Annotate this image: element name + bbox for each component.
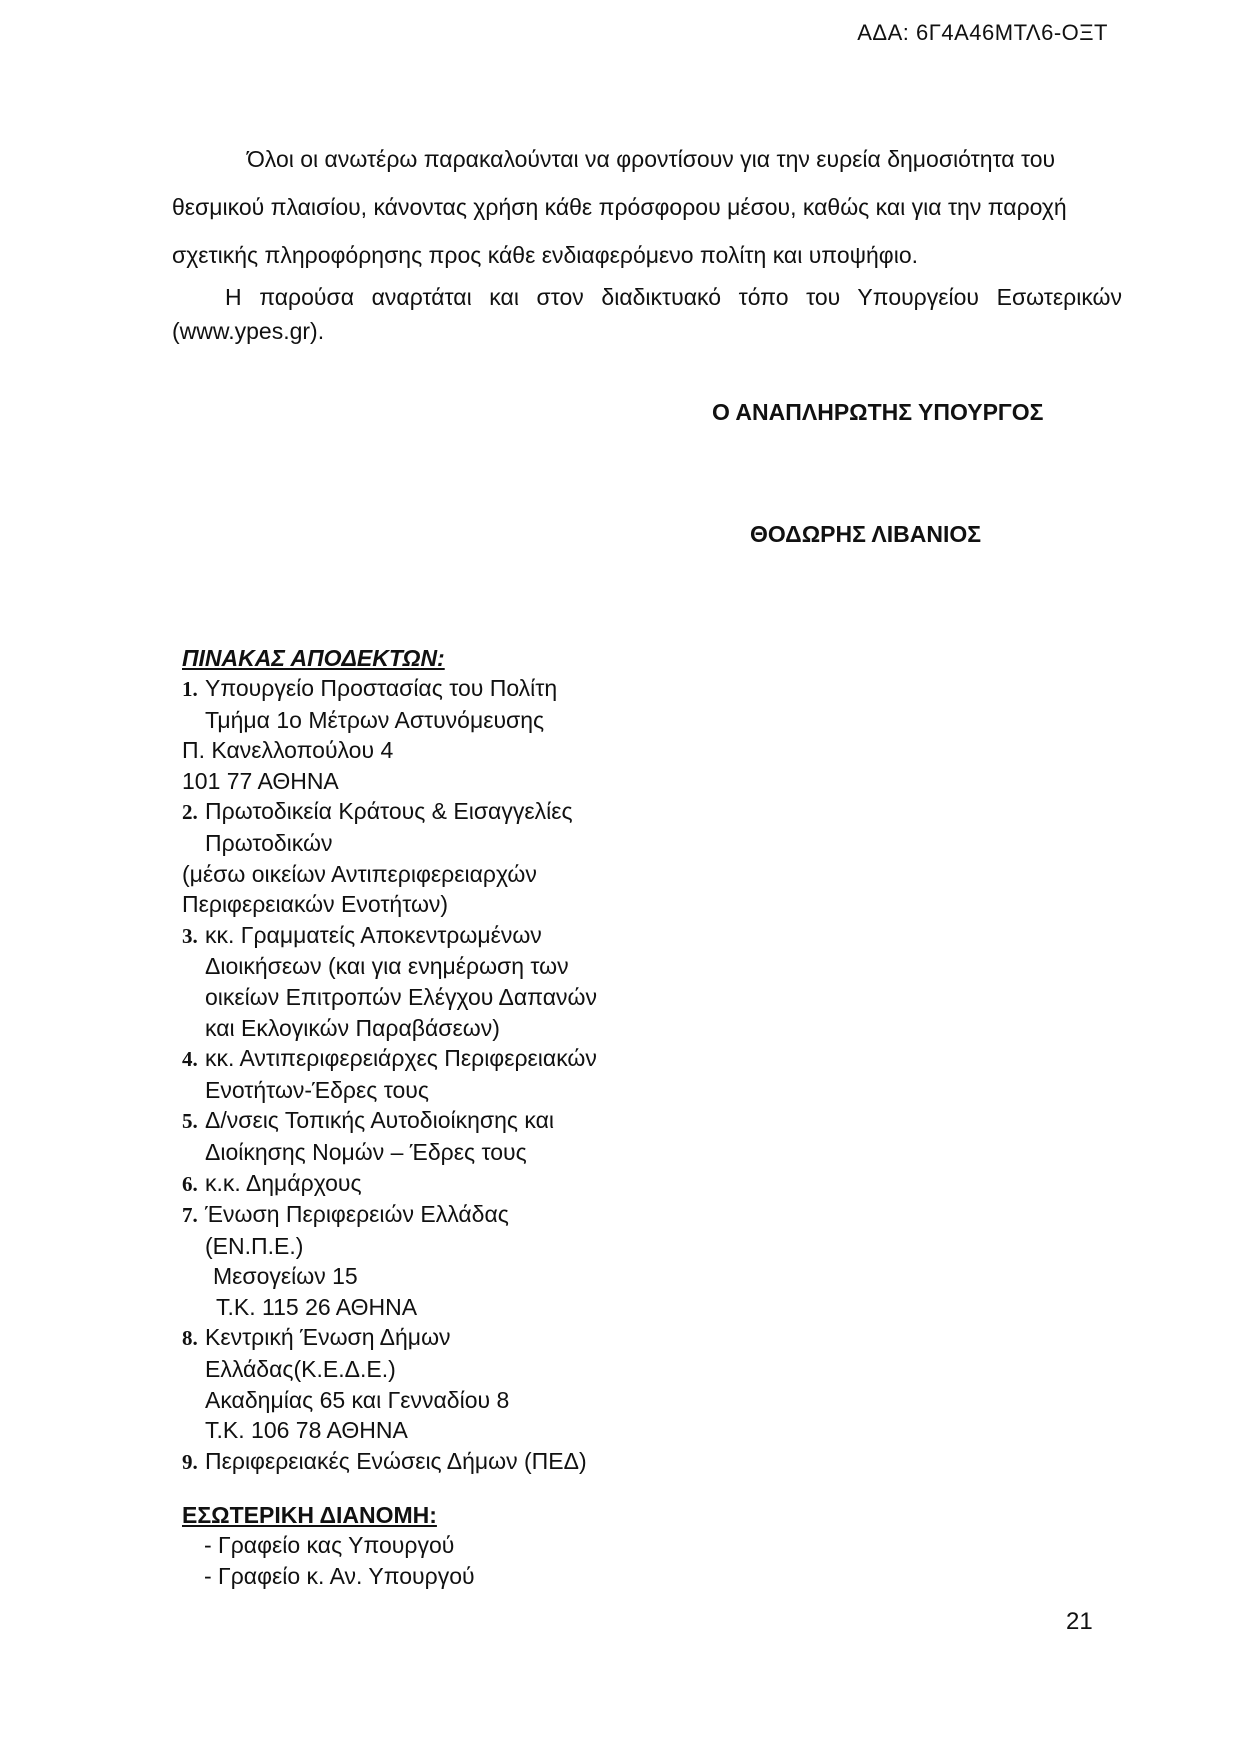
list-item [182,1199,802,1231]
list-item [182,920,802,952]
intro-paragraph-2: Η παρούσα αναρτάται και στον διαδικτυακό τόπο του Υπουργείου Εσωτερικών (www.ypes.gr). [172,284,1122,344]
ada-code: ΑΔΑ: 6Γ4Α46ΜΤΛ6-ΟΞΤ [857,20,1108,45]
item-line: Κεντρική Ένωση Δήμων [205,1324,451,1351]
item-line: Πρωτοδικών [205,829,333,856]
intro-paragraph-1: Όλοι οι ανωτέρω παρακαλούνται να φροντίσουν για την ευρεία δημοσιότητα του θεσμικού πλαισίου, κάνοντας χρήση κάθε πρόσφορου μέσου, καθώς και για την παροχή σχετικής πληροφόρησης προς κάθε ενδιαφερόμενο πολίτη και υποψήφιο. [172,146,1067,268]
item-line: κκ. Αντιπεριφερειάρχες Περιφερειακών [205,1045,597,1072]
internal-distribution [182,1500,802,1591]
item-number: 2. [182,800,198,825]
item-line: Πρωτοδικεία Κράτους & Εισαγγελίες [205,798,573,825]
item-number: 7. [182,1203,198,1228]
internal-heading: ΕΣΩΤΕΡΙΚΗ ΔΙΑΝΟΜΗ: [182,1502,437,1529]
item-number: 3. [182,923,198,948]
item-number: 1. [182,677,198,701]
recipients-list [182,643,802,1592]
item-line: Περιφερειακών Ενοτήτων) [182,891,449,918]
page-number: 21 [1066,1608,1093,1635]
item-line: Ελλάδας(Κ.Ε.Δ.Ε.) [205,1356,396,1383]
signer-title: Ο ΑΝΑΠΛΗΡΩΤΗΣ ΥΠΟΥΡΓΟΣ [712,399,1044,425]
list-item [182,796,802,828]
item-number: 4. [182,1047,198,1072]
item-line: Τ.Κ. 115 26 ΑΘΗΝΑ [216,1293,418,1320]
item-line: και Εκλογικών Παραβάσεων) [205,1014,500,1041]
signer-name: ΘΟΔΩΡΗΣ ΛΙΒΑΝΙΟΣ [750,521,982,547]
item-line: οικείων Επιτροπών Ελέγχου Δαπανών [205,983,597,1010]
list-item [182,1168,802,1200]
item-line: Υπουργείο Προστασίας του Πολίτη [205,675,558,701]
item-number: 6. [182,1171,198,1196]
intro-text [172,135,1122,348]
item-line: Περιφερειακές Ενώσεις Δήμων (ΠΕΔ) [205,1447,587,1474]
item-line: Ένωση Περιφερειών Ελλάδας [205,1201,509,1228]
list-item [182,673,802,705]
item-line: (ΕΝ.Π.Ε.) [205,1232,304,1259]
item-line: Διοικήσεων (και για ενημέρωση των [205,953,569,980]
item-line: Ακαδημίας 65 και Γενναδίου 8 [205,1386,510,1413]
list-item [182,1043,802,1075]
list-item [182,1322,802,1354]
item-line: Π. Κανελλοπούλου 4 [182,737,394,764]
item-line: 101 77 ΑΘΗΝΑ [182,767,339,794]
item-line: Τ.Κ. 106 78 ΑΘΗΝΑ [205,1417,408,1444]
list-item: - Γραφείο κας Υπουργού [204,1532,455,1559]
item-number: 8. [182,1326,198,1351]
item-line: Δ/νσεις Τοπικής Αυτοδιοίκησης και [205,1107,554,1134]
list-item: - Γραφείο κ. Αν. Υπουργού [204,1563,475,1590]
list-item [182,1105,802,1137]
item-number: 5. [182,1109,198,1134]
recipients-heading: ΠΙΝΑΚΑΣ ΑΠΟΔΕΚΤΩΝ: [182,645,445,671]
item-number: 9. [182,1449,198,1474]
item-line: Διοίκησης Νομών – Έδρες τους [205,1138,527,1165]
item-line: Ενοτήτων-Έδρες τους [205,1076,429,1103]
list-item [182,1446,802,1478]
item-line: Μεσογείων 15 [213,1263,358,1290]
item-line: (μέσω οικείων Αντιπεριφερειαρχών [182,860,537,887]
item-line: Τμήμα 1ο Μέτρων Αστυνόμευσης [205,706,545,733]
item-line: κκ. Γραμματείς Αποκεντρωμένων [205,921,542,948]
item-line: κ.κ. Δημάρχους [205,1169,362,1196]
